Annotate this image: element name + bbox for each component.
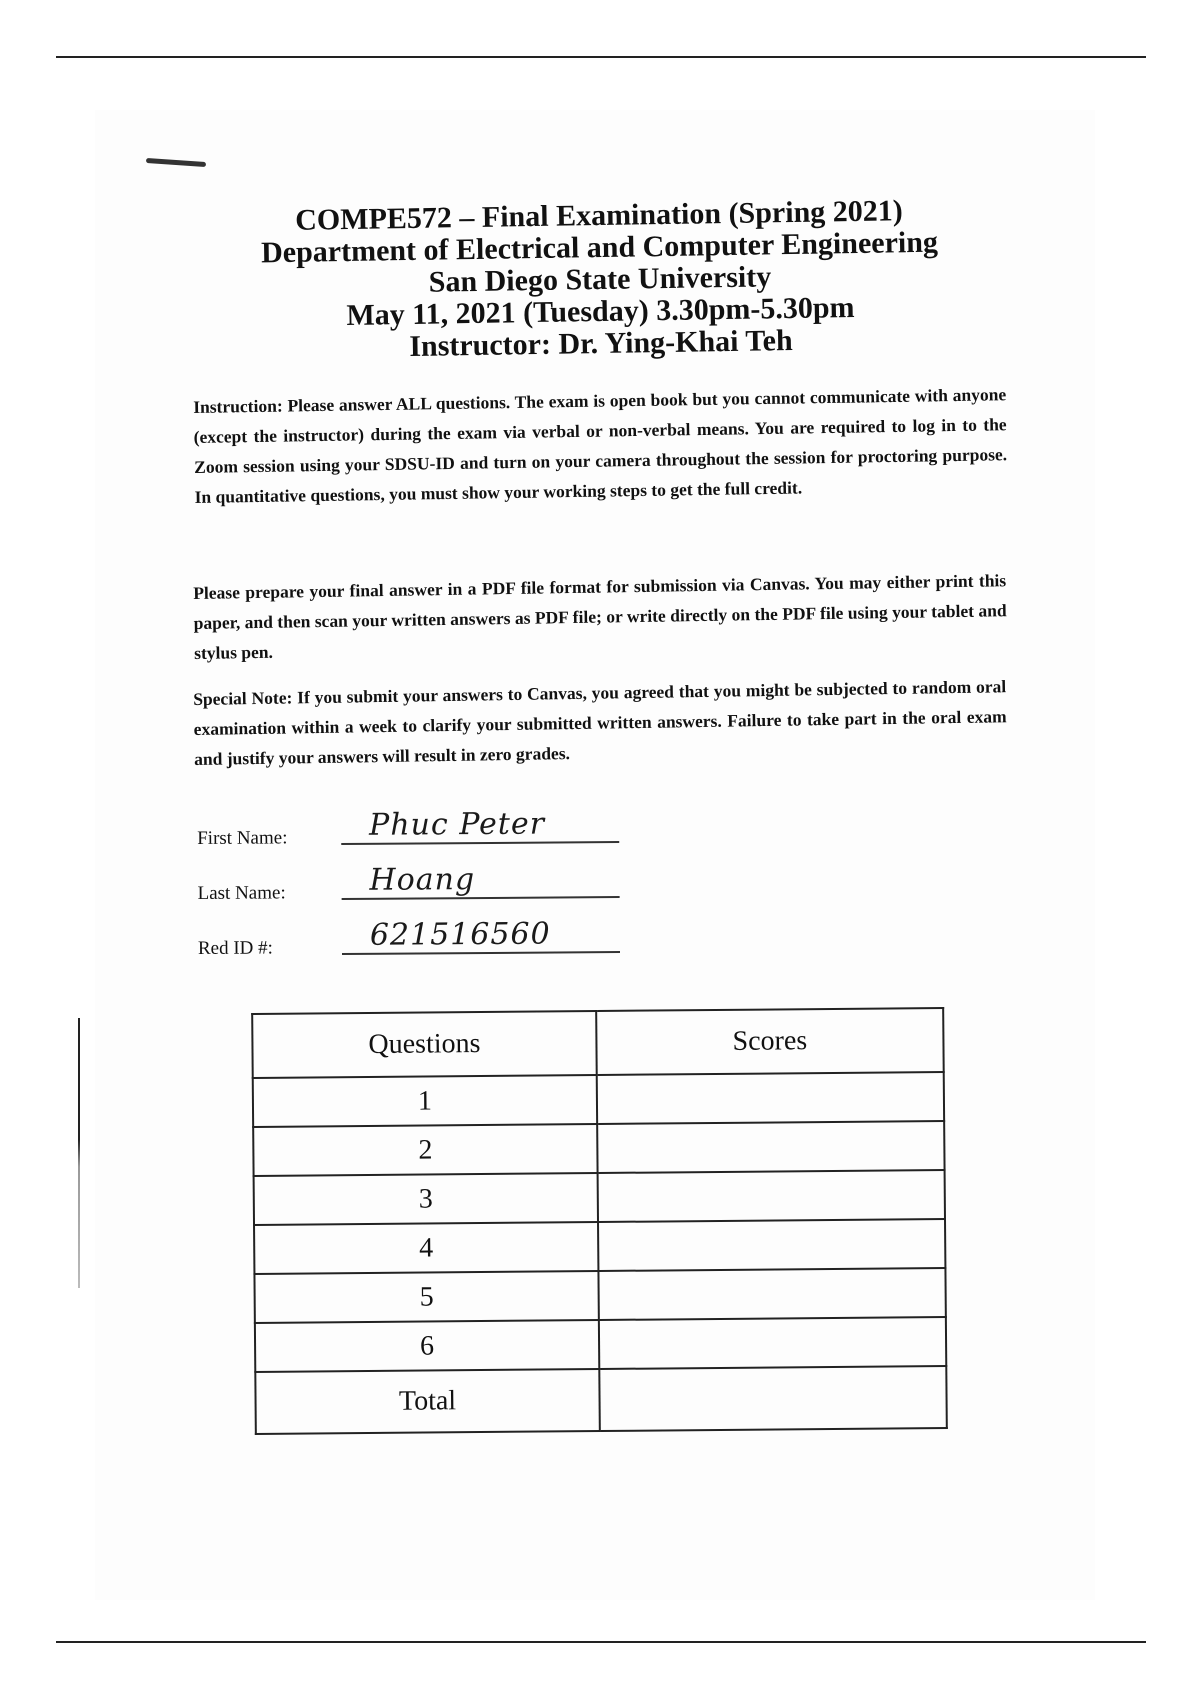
score-cell[interactable]	[598, 1170, 945, 1222]
question-number: 6	[255, 1320, 599, 1372]
question-number: 3	[254, 1173, 598, 1225]
score-cell[interactable]	[597, 1072, 944, 1124]
table-row	[254, 1170, 945, 1225]
exam-title: COMPE572 – Final Examination (Spring 2021)	[294, 194, 903, 237]
department-name: Department of Electrical and Computer Engineering	[260, 225, 939, 270]
special-note-paragraph: Special Note: If you submit your answers to Canvas, you agreed that you might be subjected to random oral examination within a week to clarify your submitted written answers. Failure to take part in the oral exam and justify your answers will result in zero grades.	[193, 676, 1007, 769]
table-row	[253, 1121, 944, 1176]
university-name: San Diego State University	[428, 260, 772, 299]
score-cell[interactable]	[597, 1121, 944, 1173]
question-number: 4	[254, 1222, 598, 1274]
total-label: Total	[255, 1369, 600, 1434]
question-number: 2	[253, 1124, 597, 1176]
total-row	[255, 1366, 947, 1434]
exam-header	[189, 194, 1011, 367]
exam-date-time: May 11, 2021 (Tuesday) 3.30pm-5.30pm	[346, 291, 855, 332]
scan-edge-line	[78, 1018, 80, 1288]
table-row	[254, 1219, 945, 1274]
table-row	[254, 1268, 945, 1323]
submission-paragraph: Please prepare your final answer in a PDF file format for submission via Canvas. You may either print this paper, and then scan your written answers as PDF file; or write directly on the PDF file using your tablet and stylus pen.	[193, 570, 1007, 663]
question-number: 5	[254, 1271, 598, 1323]
instructor-name: Instructor: Dr. Ying-Khai Teh	[409, 323, 793, 364]
last-name-row	[197, 862, 637, 905]
first-name-label: First Name:	[197, 827, 288, 849]
score-cell[interactable]	[599, 1317, 946, 1369]
red-id-label: Red ID #:	[197, 937, 273, 959]
last-name-label: Last Name:	[197, 882, 286, 904]
scores-column-header: Scores	[596, 1008, 944, 1075]
score-cell[interactable]	[598, 1268, 945, 1320]
questions-column-header: Questions	[252, 1011, 597, 1078]
score-table	[251, 1007, 948, 1435]
last-name-field[interactable]: Hoang	[369, 862, 476, 898]
question-number: 1	[253, 1075, 597, 1127]
total-score-cell[interactable]	[599, 1366, 947, 1431]
bottom-divider	[56, 1641, 1146, 1643]
first-name-field[interactable]: Phuc Peter	[368, 806, 546, 843]
first-name-row	[197, 807, 637, 850]
top-divider	[56, 56, 1146, 58]
red-id-field[interactable]: 621516560	[369, 916, 551, 953]
score-table-header-row	[252, 1008, 944, 1078]
red-id-row	[198, 917, 638, 960]
table-row	[253, 1072, 944, 1127]
score-cell[interactable]	[598, 1219, 945, 1271]
table-row	[255, 1317, 946, 1372]
instruction-paragraph: Instruction: Please answer ALL questions. The exam is open book but you cannot communicate with anyone (except the instructor) during the exam via verbal or non-verbal means. You are required to log in to the Zoom session using your SDSU-ID and turn on your camera throughout the session for proctoring purpose. In quantitative questions, you must show your working steps to get the full credit.	[193, 384, 1008, 507]
